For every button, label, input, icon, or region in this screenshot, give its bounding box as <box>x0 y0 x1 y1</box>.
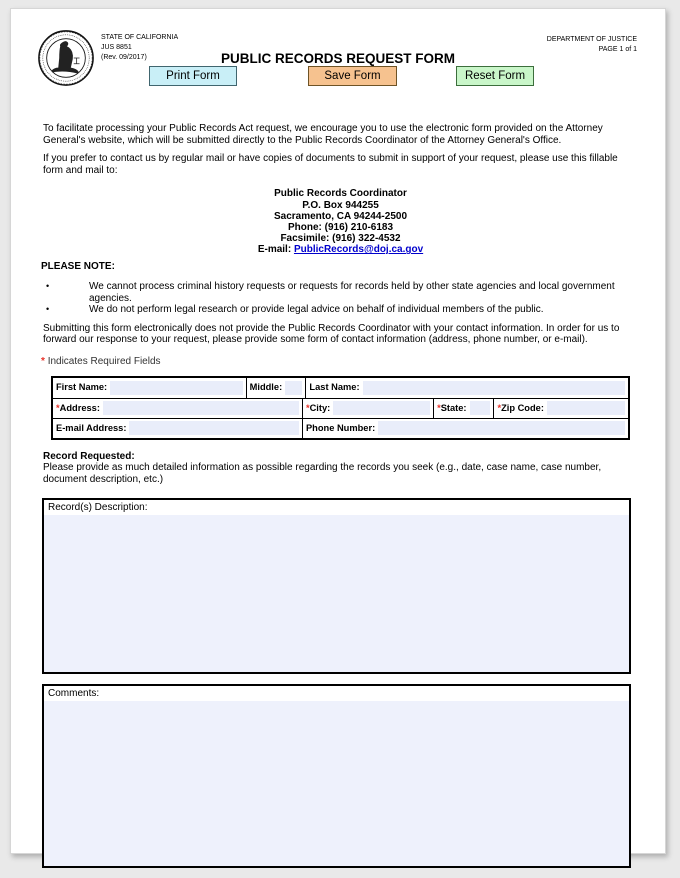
comments-textarea[interactable] <box>44 701 629 866</box>
middle-name-cell <box>246 378 306 398</box>
mailing-address-line: P.O. Box 944255 <box>302 199 379 211</box>
required-fields-note <box>41 356 638 368</box>
state-line: STATE OF CALIFORNIA <box>101 34 179 41</box>
state-cell <box>433 399 493 418</box>
required-fields-text: Indicates Required Fields <box>47 356 161 368</box>
required-asterisk: * <box>305 402 310 413</box>
record-requested-instructions: Please provide as much detailed information as possible regarding the records you seek (e.g., date, case name, case number, document description, etc.) <box>43 462 602 485</box>
city-input[interactable] <box>333 401 430 415</box>
address-cell <box>53 399 302 418</box>
records-description-box <box>42 498 631 674</box>
state-input[interactable] <box>470 401 491 415</box>
table-row <box>53 398 628 418</box>
middle-name-label: Middle: <box>249 382 283 393</box>
bullet-marker: • <box>46 281 50 292</box>
form-title: PUBLIC RECORDS REQUEST FORM <box>220 51 455 66</box>
bullet-marker: • <box>46 304 50 315</box>
please-note-heading: PLEASE NOTE: <box>41 260 115 272</box>
email-link[interactable]: PublicRecords@doj.ca.gov <box>293 244 424 256</box>
city-label: *City: <box>305 402 331 413</box>
intro-paragraph-1: To facilitate processing your Public Records Act request, we encourage you to use the electronic form provided on the Attorney General's website, which will be submitted directly to the Public Records Coordinator of the Attorney General's Office. <box>43 123 603 146</box>
form-number: JUS 8851 <box>101 44 132 52</box>
city-cell <box>302 399 433 418</box>
state-label: *State: <box>437 402 467 413</box>
reset-form-button[interactable]: Reset Form <box>456 66 534 86</box>
note-bullet-item <box>43 304 638 316</box>
table-row <box>53 378 628 398</box>
comments-box <box>42 684 631 868</box>
email-address-input[interactable] <box>129 421 299 435</box>
print-form-button[interactable]: Print Form <box>149 66 237 86</box>
note-bullet-text: We do not perform legal research or provide legal advice on behalf of individual members of the public. <box>89 304 544 316</box>
table-row <box>53 418 628 438</box>
phone-number-input[interactable] <box>378 421 625 435</box>
record-requested-heading: Record Requested: <box>43 450 135 462</box>
zip-code-label: *Zip Code: <box>497 402 544 413</box>
required-asterisk: * <box>41 356 45 368</box>
contact-info-table <box>51 376 630 440</box>
records-description-textarea[interactable] <box>44 515 629 672</box>
form-body <box>43 123 638 868</box>
comments-label: Comments: <box>48 688 100 700</box>
first-name-label: First Name: <box>56 382 108 393</box>
last-name-cell <box>305 378 628 398</box>
email-address-label: E-mail Address: <box>56 422 127 433</box>
required-asterisk: * <box>437 402 441 413</box>
revision-date: (Rev. 09/2017) <box>101 54 147 62</box>
mailing-address-line: Facsimile: (916) 322-4532 <box>280 233 401 245</box>
intro-paragraph-2: If you prefer to contact us by regular mail or have copies of documents to submit in support of your request, please use this fillable form and mail to: <box>43 153 618 176</box>
first-name-input[interactable] <box>110 381 242 395</box>
mailing-address-line: Public Records Coordinator <box>274 188 407 200</box>
first-name-cell <box>53 378 246 398</box>
note-bullet-item <box>43 281 638 304</box>
phone-number-label: Phone Number: <box>305 422 376 433</box>
last-name-label: Last Name: <box>309 382 360 393</box>
pdf-form-page <box>10 8 666 854</box>
required-asterisk: * <box>56 402 60 413</box>
save-form-button[interactable]: Save Form <box>308 66 397 86</box>
mailing-email-line <box>43 244 638 255</box>
electronic-submission-note: Submitting this form electronically does not provide the Public Records Coordinator with your contact information. In order for us to forward our response to your request, please provide some form of contact information (address, phone number, or e-mail). <box>43 322 620 346</box>
page-number: PAGE 1 of 1 <box>598 46 637 54</box>
mailing-address-line: Sacramento, CA 94244-2500 <box>273 210 408 222</box>
required-asterisk: * <box>497 402 502 413</box>
records-description-label: Record(s) Description: <box>48 502 148 514</box>
spacer <box>43 674 638 684</box>
zip-code-cell <box>493 399 628 418</box>
phone-number-cell <box>302 419 628 438</box>
email-label: E-mail: <box>257 244 294 256</box>
address-label: *Address: <box>56 402 100 413</box>
middle-name-input[interactable] <box>285 381 302 395</box>
email-address-cell <box>53 419 302 438</box>
mailing-address-block <box>43 188 638 255</box>
address-input[interactable] <box>103 401 299 415</box>
department-line: DEPARTMENT OF JUSTICE <box>546 36 637 43</box>
zip-code-input[interactable] <box>547 401 625 415</box>
mailing-address-line: Phone: (916) 210-6183 <box>287 221 394 233</box>
note-bullet-text: We cannot process criminal history requests or requests for records held by other state agencies and local government agencies. <box>89 281 615 304</box>
last-name-input[interactable] <box>363 381 625 395</box>
